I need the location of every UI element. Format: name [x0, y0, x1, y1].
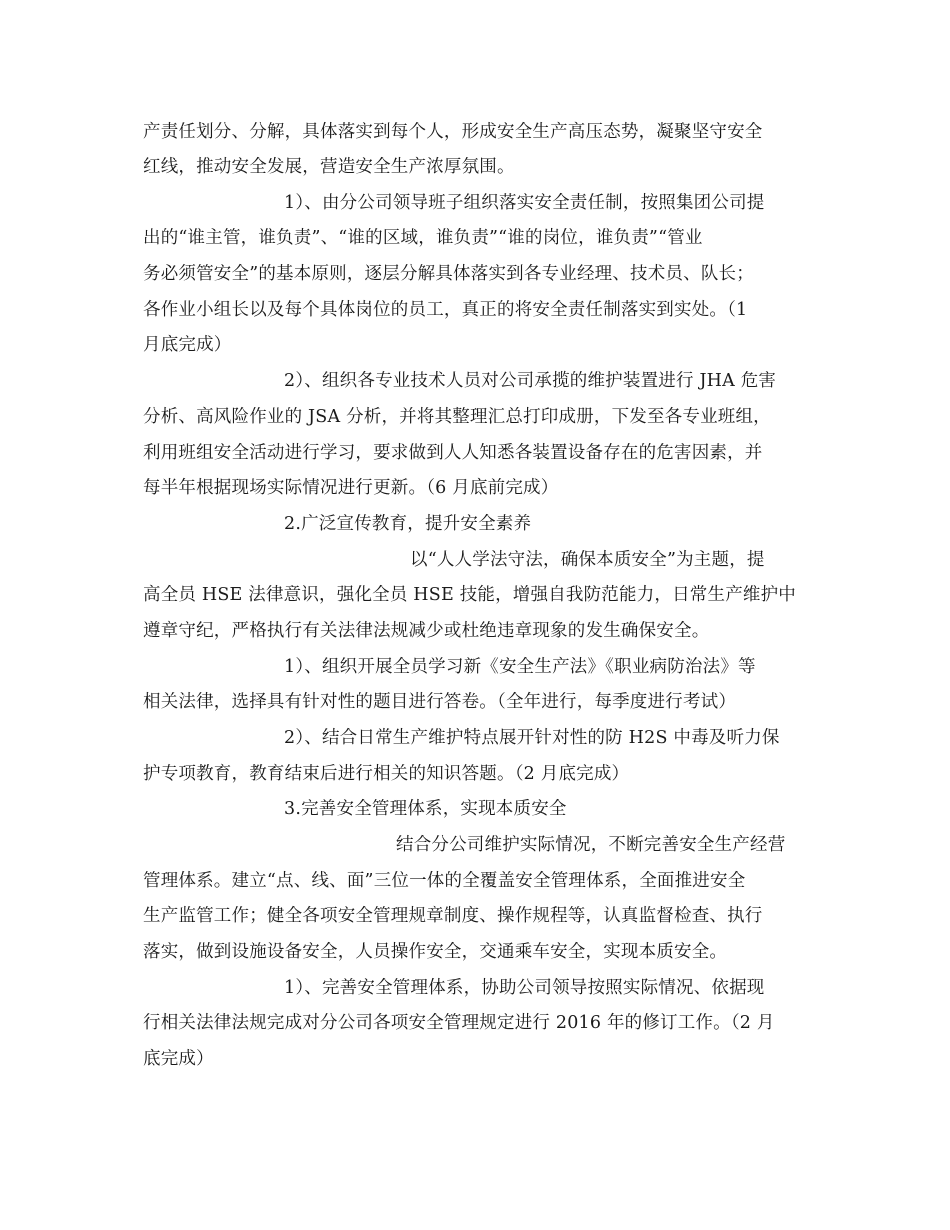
- text-line: 底完成）: [143, 1049, 214, 1069]
- text-line: 1）、组织开展全员学习新《安全生产法》《职业病防治法》等: [284, 657, 756, 677]
- text-line: 2）、组织各专业技术人员对公司承揽的维护装置进行 JHA 危害: [284, 371, 777, 391]
- section-heading: 2.广泛宣传教育，提升安全素养: [284, 514, 532, 534]
- text-line: 相关法律，选择具有针对性的题目进行答卷。（全年进行，每季度进行考试）: [143, 692, 737, 712]
- text-line: 护专项教育，教育结束后进行相关的知识答题。（2 月底完成）: [143, 764, 630, 784]
- text-line: 1）、完善安全管理体系，协助公司领导按照实际情况、依据现: [284, 978, 765, 998]
- text-line: 以“人人学法守法，确保本质安全”为主题，提: [410, 550, 765, 570]
- text-line: 1）、由分公司领导班子组织落实安全责任制，按照集团公司提: [284, 193, 765, 213]
- text-line: 高全员 HSE 法律意识，强化全员 HSE 技能，增强自我防范能力，日常生产维护中: [143, 585, 796, 605]
- text-line: 出的“谁主管，谁负责”、“谁的区域，谁负责”“谁的岗位，谁负责”“管业: [143, 228, 703, 248]
- text-line: 遵章守纪，严格执行有关法律法规减少或杜绝违章现象的发生确保安全。: [143, 621, 710, 641]
- text-line: 产责任划分、分解，具体落实到每个人，形成安全生产高压态势，凝聚坚守安全: [143, 122, 763, 142]
- text-line: 每半年根据现场实际情况进行更新。（6 月底前完成）: [143, 478, 559, 498]
- section-heading: 3.完善安全管理体系，实现本质安全: [284, 799, 567, 819]
- text-line: 务必须管安全”的基本原则，逐层分解具体落实到各专业经理、技术员、队长；: [143, 264, 754, 284]
- text-line: 管理体系。建立“点、线、面”三位一体的全覆盖安全管理体系，全面推进安全: [143, 871, 746, 891]
- text-line: 2）、结合日常生产维护特点展开针对性的防 H2S 中毒及听力保: [284, 728, 780, 748]
- text-line: 结合分公司维护实际情况，不断完善安全生产经营: [396, 835, 786, 855]
- text-line: 红线，推动安全发展，营造安全生产浓厚氛围。: [143, 157, 515, 177]
- text-line: 生产监管工作；健全各项安全管理规章制度、操作规程等，认真监督检查、执行: [143, 906, 763, 926]
- text-line: 落实，做到设施设备安全，人员操作安全，交通乘车安全，实现本质安全。: [143, 942, 728, 962]
- text-line: 分析、高风险作业的 JSA 分析，并将其整理汇总打印成册，下发至各专业班组，: [143, 407, 771, 427]
- text-line: 行相关法律法规完成对分公司各项安全管理规定进行 2016 年的修订工作。（2 月: [143, 1013, 775, 1033]
- text-line: 月底完成）: [143, 335, 232, 355]
- text-line: 各作业小组长以及每个具体岗位的员工，真正的将安全责任制落实到实处。（1: [143, 300, 748, 320]
- text-line: 利用班组安全活动进行学习，要求做到人人知悉各装置设备存在的危害因素，并: [143, 443, 763, 463]
